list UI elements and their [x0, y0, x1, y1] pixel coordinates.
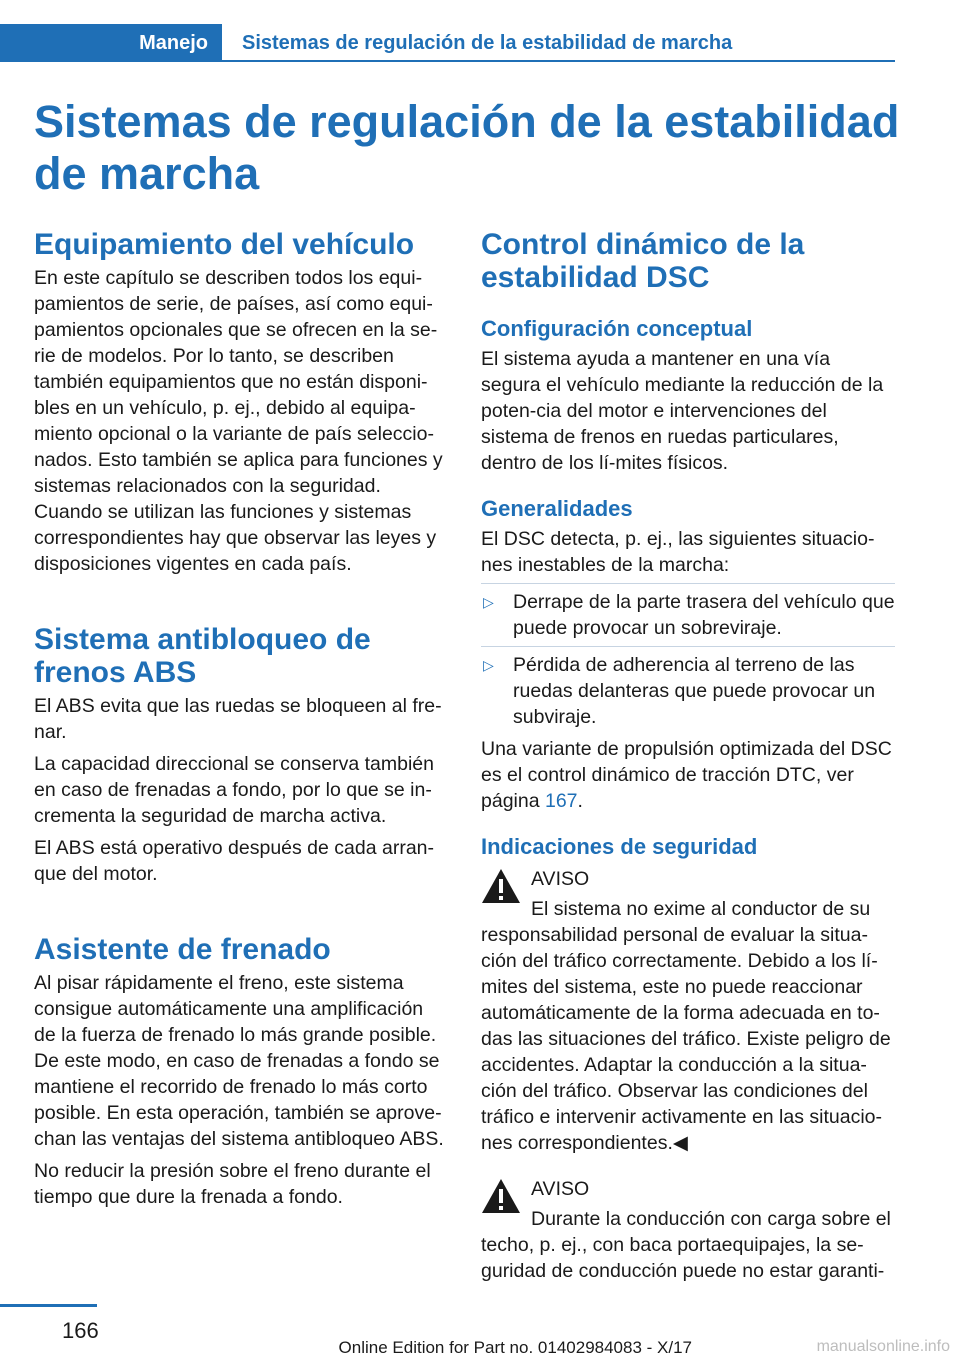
list-divider	[481, 646, 895, 647]
seguridad-heading: Indicaciones de seguridad	[481, 834, 758, 859]
equipamiento-heading: Equipamiento del vehículo	[34, 228, 415, 261]
configuracion-heading: Configuración conceptual	[481, 316, 753, 341]
list-item-text: Pérdida de adherencia al terreno de las ruedas delanteras que puede provocar un subviraje.	[513, 654, 876, 728]
variant-text	[481, 736, 895, 814]
list-item	[481, 589, 895, 641]
edition-footer: Online Edition for Part no. 01402984083 - X/17	[338, 1338, 692, 1357]
variant-text-end: .	[577, 790, 583, 812]
page-number-rule	[0, 1304, 97, 1307]
abs-paragraph-1: El ABS evita que las ruedas se bloqueen al fre-nar.	[34, 695, 442, 743]
page-link[interactable]: 167	[544, 790, 578, 812]
triangle-bullet-icon: ▷	[483, 657, 494, 673]
abs-paragraph-3: El ABS está operativo después de cada arran-que del motor.	[34, 837, 434, 885]
warning-text: Durante la conducción con carga sobre el techo, p. ej., con baca portaequipajes, la se-guridad de conducción puede no estar garanti-	[481, 1208, 891, 1282]
list-divider	[481, 583, 895, 584]
variant-text-body: Una variante de propulsión optimizada del DSC es el control dinámico de tracción DTC, ver página	[481, 738, 892, 812]
asistente-paragraph-1: Al pisar rápidamente el freno, este sistema consigue automáticamente una amplificación de la fuerza de frenado lo más grande posible. De este modo, en caso de frenadas a fondo se mantiene el recorrido de frenado lo más corto posible. En esta operación, también se aprove-chan las ventajas del sistema antibloqueo ABS.	[34, 972, 444, 1150]
abs-heading: Sistema antibloqueo de frenos ABS	[34, 623, 371, 689]
warning-label: AVISO	[531, 868, 590, 890]
generalidades-heading: Generalidades	[481, 496, 633, 521]
warning-triangle-icon	[481, 1178, 521, 1214]
section-tab-label: Manejo	[139, 31, 208, 54]
triangle-bullet-icon: ▷	[483, 594, 494, 610]
dsc-heading: Control dinámico de la estabilidad DSC	[481, 228, 805, 294]
left-column	[34, 228, 448, 1210]
warning-triangle-icon	[481, 868, 521, 904]
page-number: 166	[62, 1318, 99, 1343]
section-tab	[0, 24, 222, 62]
warning-text: El sistema no exime al conductor de su responsabilidad personal de evaluar la situa-ción del tráfico correctamente. Debido a los lí-mites del sistema, este no puede reaccionar automáticamente de la forma adecuada en to-das las situaciones del tráfico. Existe peligro de accidentes. Adaptar la conducción a la situa-ción del tráfico. Observar las condiciones del tráfico e intervenir activamente en las situacio-nes correspondientes.◀	[481, 898, 891, 1154]
list-item	[481, 652, 895, 730]
asistente-heading: Asistente de frenado	[34, 933, 331, 966]
warning-block-2	[481, 1176, 895, 1284]
header-section-title: Sistemas de regulación de la estabilidad de marcha	[242, 31, 733, 54]
generalidades-text: El DSC detecta, p. ej., las siguientes situacio-nes inestables de la marcha:	[481, 528, 875, 576]
asistente-paragraph-2: No reducir la presión sobre el freno durante el tiempo que dure la frenada a fondo.	[34, 1160, 431, 1208]
abs-paragraph-2: La capacidad direccional se conserva también en caso de frenadas a fondo, por lo que se in-crementa la seguridad de marcha activa.	[34, 753, 434, 827]
header-divider	[222, 60, 895, 62]
equipamiento-text: En este capítulo se describen todos los equi-pamientos de serie, de países, así como equi-pamientos opcionales que se ofrecen en la se-rie de modelos. Por lo tanto, se describen también equipamientos que no están disponi-bles en un vehículo, p. ej., debido al equipa-miento opcional o la variante de país seleccio-nados. Esto también se aplica para funciones y sistemas relacionados con la seguridad. Cuando se utilizan las funciones y sistemas correspondientes hay que observar las leyes y disposiciones vigentes en cada país.	[34, 267, 443, 575]
page-title: Sistemas de regulación de la estabilidad de marcha	[34, 96, 900, 199]
configuracion-text: El sistema ayuda a mantener en una vía segura el vehículo mediante la reducción de la poten-cia del motor e intervenciones del sistema de frenos en ruedas particulares, dentro de los lí-mites físicos.	[481, 348, 884, 474]
warning-block-1	[481, 866, 895, 1156]
watermark: manualsonline.info	[816, 1338, 950, 1355]
header-bar	[0, 24, 895, 62]
list-item-text: Derrape de la parte trasera del vehículo que puede provocar un sobreviraje.	[513, 591, 895, 639]
right-column	[481, 228, 895, 1284]
warning-label: AVISO	[531, 1178, 590, 1200]
